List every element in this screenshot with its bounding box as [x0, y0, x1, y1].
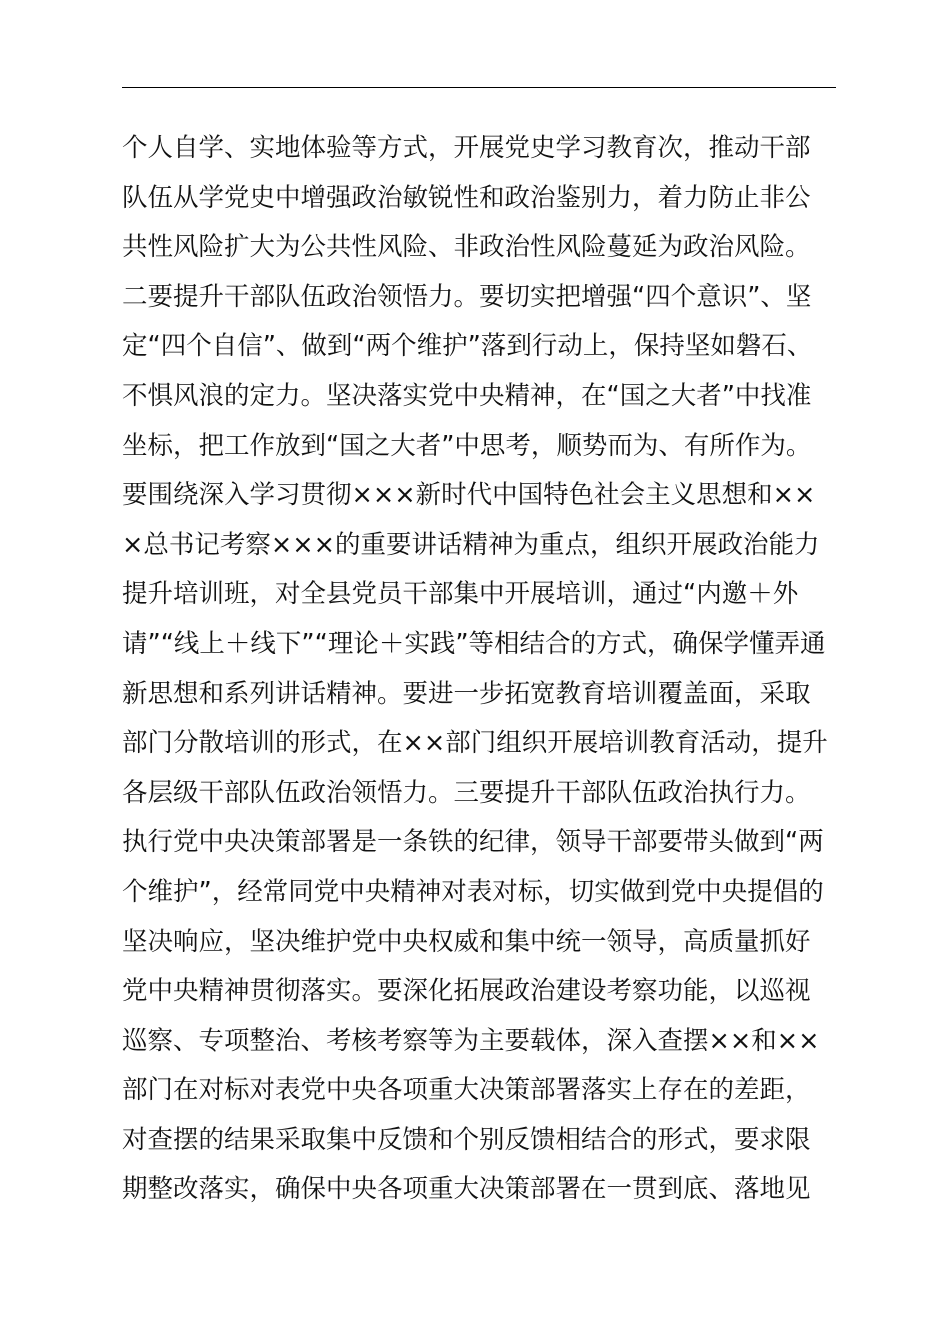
text-line: 部门分散培训的形式，在××部门组织开展培训教育活动，提升: [122, 728, 828, 759]
text-line: 请”“线上＋线下”“理论＋实践”等相结合的方式，确保学懂弄通: [122, 628, 826, 659]
text-line: 各层级干部队伍政治领悟力。三要提升干部队伍政治执行力。: [122, 777, 811, 808]
text-line: 要围绕深入学习贯彻×××新时代中国特色社会主义思想和××: [122, 480, 816, 511]
text-line: 二要提升干部队伍政治领悟力。要切实把增强“四个意识”、坚: [122, 281, 812, 312]
text-line: 共性风险扩大为公共性风险、非政治性风险蔓延为政治风险。: [122, 232, 811, 263]
text-line: 不惧风浪的定力。坚决落实党中央精神，在“国之大者”中找准: [122, 380, 812, 411]
text-line: 对查摆的结果采取集中反馈和个别反馈相结合的形式，要求限: [122, 1124, 811, 1155]
text-line: 坚决响应，坚决维护党中央权威和集中统一领导，高质量抓好: [122, 926, 811, 957]
text-line: 新思想和系列讲话精神。要进一步拓宽教育培训覆盖面，采取: [122, 678, 811, 709]
text-line: 党中央精神贯彻落实。要深化拓展政治建设考察功能，以巡视: [122, 976, 811, 1007]
text-line: ×总书记考察×××的重要讲话精神为重点，组织开展政治能力: [122, 529, 820, 560]
text-line: 定“四个自信”、做到“两个维护”落到行动上，保持坚如磐石、: [122, 331, 813, 362]
text-line: 个维护”，经常同党中央精神对表对标，切实做到党中央提倡的: [122, 876, 824, 907]
text-line: 部门在对标对表党中央各项重大决策部署落实上存在的差距，: [122, 1075, 811, 1106]
text-line: 巡察、专项整治、考核考察等为主要载体，深入查摆××和××: [122, 1025, 820, 1056]
text-line: 队伍从学党史中增强政治敏锐性和政治鉴别力，着力防止非公: [122, 182, 811, 213]
text-line: 个人自学、实地体验等方式，开展党史学习教育次，推动干部: [122, 133, 811, 163]
body-text: [122, 124, 842, 1215]
text-line: 坐标，把工作放到“国之大者”中思考，顺势而为、有所作为。: [122, 430, 812, 461]
header-rule: [122, 87, 836, 88]
text-line: 期整改落实，确保中央各项重大决策部署在一贯到底、落地见: [122, 1174, 811, 1205]
text-line: 提升培训班，对全县党员干部集中开展培训，通过“内邀＋外: [122, 579, 799, 610]
text-line: 执行党中央决策部署是一条铁的纪律，领导干部要带头做到“两: [122, 827, 824, 858]
